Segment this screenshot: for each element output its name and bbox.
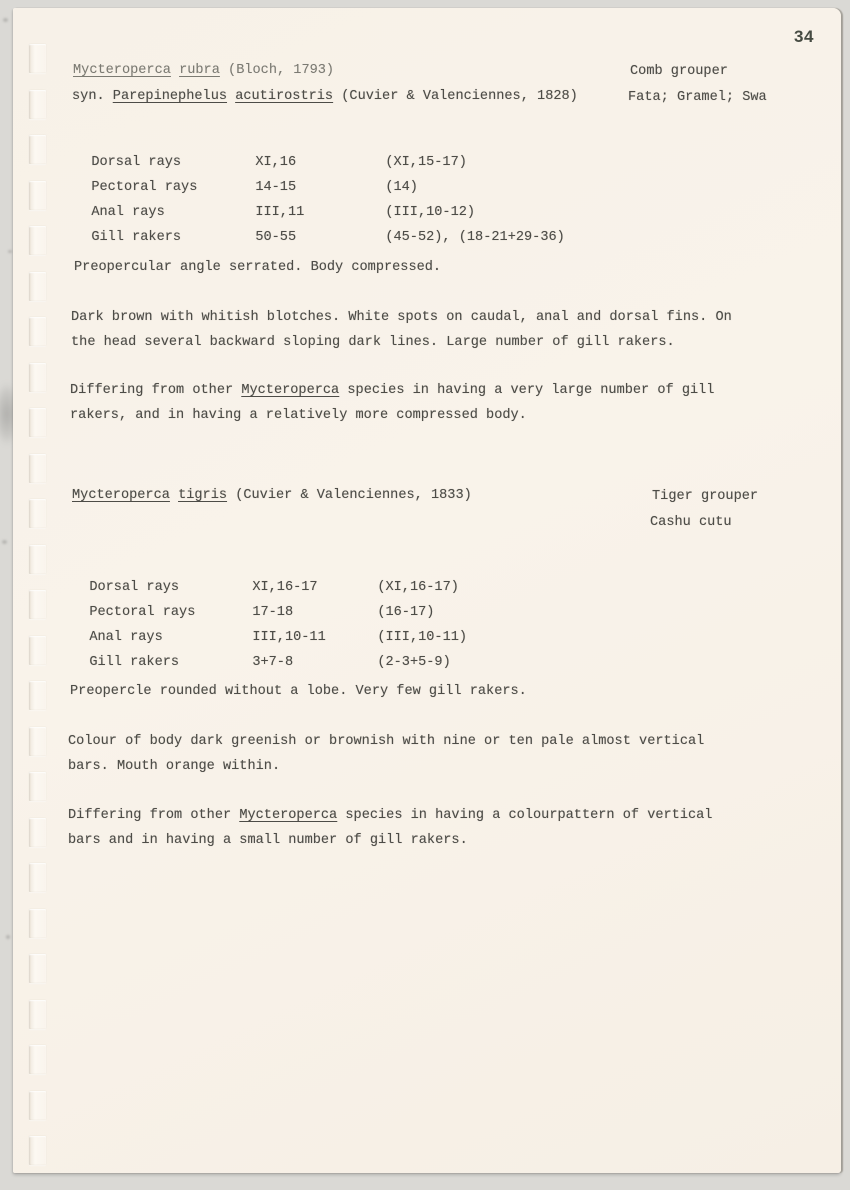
row-label: Pectoral rays [89, 605, 196, 620]
binder-hole [29, 545, 46, 574]
binder-hole [29, 1045, 46, 1074]
binder-hole [29, 772, 46, 801]
row-label: Anal rays [89, 630, 163, 645]
binder-hole [29, 909, 46, 938]
row-range: (XI,15-17) [385, 155, 467, 170]
species1-diagnosis: Preopercular angle serrated. Body compressed. [74, 260, 442, 275]
binder-hole [29, 181, 46, 210]
binder-hole [29, 135, 46, 164]
row-range: (14) [385, 180, 418, 195]
binder-hole [29, 636, 46, 665]
species1-colour-line2: the head several backward sloping dark lines. Large number of gill rakers. [71, 335, 675, 350]
binder-hole [29, 1136, 46, 1165]
species2-differs-line2: bars and in having a small number of gill rakers. [68, 833, 468, 848]
row-range: (III,10-12) [385, 205, 476, 220]
row-range: (XI,16-17) [377, 580, 459, 595]
species1-title: Mycteroperca rubra (Bloch, 1793) [73, 63, 335, 78]
row-label: Gill rakers [91, 230, 182, 245]
row-range: (16-17) [377, 605, 435, 620]
row-value: 14-15 [255, 180, 297, 195]
table-row [73, 634, 451, 672]
row-value: XI,16 [255, 155, 297, 170]
species1-common-name: Comb grouper [630, 64, 728, 79]
row-value: III,10-11 [252, 630, 326, 645]
margin-speck [2, 540, 7, 544]
species1-colour-line1: Dark brown with whitish blotches. White spots on caudal, anal and dorsal fins. On [71, 310, 732, 325]
row-label: Dorsal rays [89, 580, 180, 595]
binder-hole [29, 363, 46, 392]
margin-speck [8, 250, 12, 253]
species1-synonym: syn. Parepinephelus acutirostris (Cuvier & Valenciennes, 1828) [72, 89, 578, 104]
binder-hole [29, 90, 46, 119]
binder-hole [29, 954, 46, 983]
binder-hole [29, 1091, 46, 1120]
binder-hole [29, 590, 46, 619]
binder-hole [29, 818, 46, 847]
species2-local-names: Cashu cutu [650, 515, 732, 530]
binder-hole [29, 317, 46, 346]
species2-colour-line1: Colour of body dark greenish or brownish with nine or ten pale almost vertical [68, 734, 705, 749]
species2-differs-line1: Differing from other Mycteroperca species in having a colourpattern of vertical [68, 808, 713, 823]
row-value: 3+7-8 [252, 655, 294, 670]
species2-colour-line2: bars. Mouth orange within. [68, 759, 281, 774]
binder-hole [29, 454, 46, 483]
binder-hole [29, 499, 46, 528]
binder-hole [29, 226, 46, 255]
row-label: Gill rakers [89, 655, 180, 670]
species2-common-name: Tiger grouper [652, 489, 759, 504]
species2-title: Mycteroperca tigris (Cuvier & Valenciennes, 1833) [72, 488, 472, 503]
binder-hole [29, 681, 46, 710]
row-range: (III,10-11) [377, 630, 468, 645]
species1-differs-line1: Differing from other Mycteroperca species in having a very large number of gill [70, 383, 715, 398]
binder-hole [29, 272, 46, 301]
binder-hole [29, 863, 46, 892]
margin-speck [6, 935, 10, 939]
row-value: III,11 [255, 205, 305, 220]
binder-hole [29, 1000, 46, 1029]
page-number: 34 [794, 27, 814, 46]
binder-hole [29, 44, 46, 73]
margin-speck [3, 18, 8, 22]
row-value: 50-55 [255, 230, 297, 245]
row-label: Pectoral rays [91, 180, 198, 195]
row-value: 17-18 [252, 605, 294, 620]
species1-local-names: Fata; Gramel; Swa [628, 90, 767, 105]
binder-hole [29, 408, 46, 437]
binder-hole [29, 727, 46, 756]
row-label: Dorsal rays [91, 155, 182, 170]
row-label: Anal rays [91, 205, 165, 220]
species2-diagnosis: Preopercle rounded without a lobe. Very few gill rakers. [70, 684, 527, 699]
row-value: XI,16-17 [252, 580, 318, 595]
table-row [75, 209, 565, 247]
species1-differs-line2: rakers, and in having a relatively more compressed body. [70, 408, 527, 423]
row-range: (45-52), (18-21+29-36) [385, 230, 565, 245]
row-range: (2-3+5-9) [377, 655, 451, 670]
